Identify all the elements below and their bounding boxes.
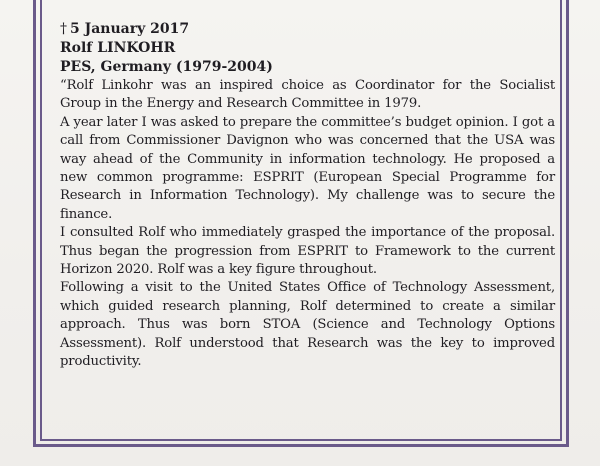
paragraph-3: I consulted Rolf who immediately grasped the importance of the proposal. Thus began the progression from ESPRIT to Framework to the current Horizon 2020. Rolf was a key figure throughout. — [60, 225, 555, 278]
frame-right-inner-rule — [560, 0, 562, 441]
frame-right-outer-rule — [566, 0, 569, 447]
tribute-entry — [60, 20, 555, 372]
paragraph-2: A year later I was asked to prepare the committee’s budget opinion. I got a call from Commissioner Davignon who was concerned that the USA was way ahead of the Community in information technology. He proposed a new common programme: ESPRIT (European Special Programme for Research in Information Technology). My challenge was to secure the finance. — [60, 114, 555, 222]
entry-name: Rolf LINKOHR — [60, 40, 176, 56]
frame-bottom-outer-rule — [33, 444, 569, 447]
frame-left-outer-rule — [33, 0, 36, 447]
entry-affiliation: PES, Germany (1979-2004) — [60, 59, 273, 75]
paragraph-4: Following a visit to the United States Office of Technology Assessment, which guided research planning, Rolf determined to create a similar approach. Thus was born STOA (Science and Technology Options Assessment). Rolf understood that Research was the key to improved productivity. — [60, 280, 555, 370]
frame-bottom-inner-rule — [40, 439, 562, 441]
entry-date: 5 January 2017 — [70, 21, 190, 37]
dagger-icon: † — [60, 21, 67, 37]
frame-left-inner-rule — [40, 0, 42, 441]
paragraph-1: “Rolf Linkohr was an inspired choice as Coordinator for the Socialist Group in the Energy and Research Committee in 1979. — [60, 78, 555, 112]
entry-date-line — [60, 20, 555, 39]
